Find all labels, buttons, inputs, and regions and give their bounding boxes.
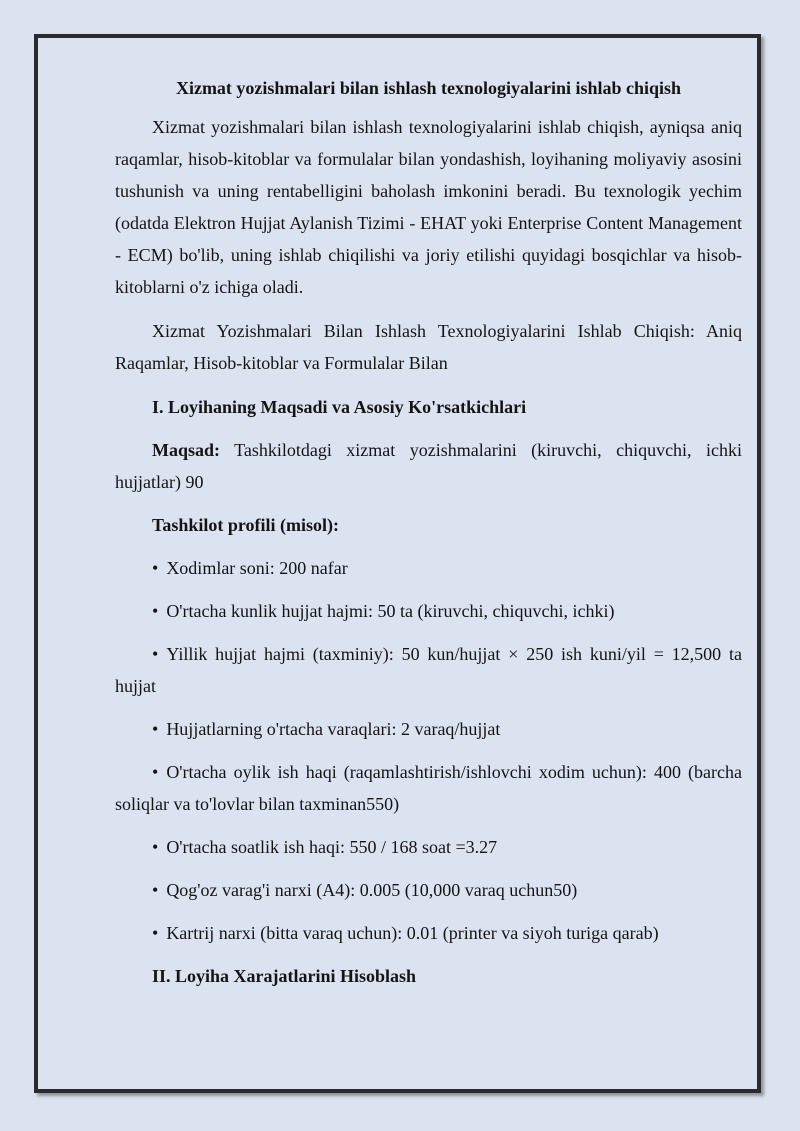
goal-text: Tashkilotdagi xizmat yozishmalarini (kiruvchi, chiquvchi, ichki hujjatlar) 90 bbox=[115, 440, 742, 492]
profile-heading: Tashkilot profili (misol): bbox=[152, 515, 340, 535]
section-1-heading: I. Loyihaning Maqsadi va Asosiy Ko'rsatkichlari bbox=[152, 397, 527, 417]
list-item-text: Hujjatlarning o'rtacha varaqlari: 2 varaq/hujjat bbox=[166, 719, 501, 739]
list-item-text: Yillik hujjat hajmi (taxminiy): 50 kun/hujjat × 250 ish kuni/yil = 12,500 ta hujjat bbox=[115, 644, 742, 696]
list-item-text: Xodimlar soni: 200 nafar bbox=[166, 558, 348, 578]
list-item-text: Qog'oz varag'i narxi (A4): 0.005 (10,000 varaq uchun50) bbox=[166, 880, 578, 900]
bullet-icon: • bbox=[152, 762, 159, 782]
bullet-icon: • bbox=[152, 644, 159, 664]
list-item bbox=[115, 917, 742, 949]
list-item bbox=[115, 713, 742, 745]
list-item bbox=[115, 595, 742, 627]
bullet-icon: • bbox=[152, 601, 159, 621]
bullet-icon: • bbox=[152, 719, 159, 739]
bullet-icon: • bbox=[152, 837, 159, 857]
bullet-icon: • bbox=[152, 880, 159, 900]
intro-paragraph: Xizmat yozishmalari bilan ishlash texnologiyalarini ishlab chiqish, ayniqsa aniq raqamlar, hisob-kitoblar va formulalar bilan yondashish, loyihaning moliyaviy asosini tushunish va uning rentabelligini baholash imkonini beradi. Bu texnologik yechim (odatda Elektron Hujjat Aylanish Tizimi - EHAT yoki Enterprise Content Management - ECM) bo'lib, uning ishlab chiqilishi va joriy etilishi quyidagi bosqichlar va hisob-kitoblarni o'z ichiga oladi. bbox=[115, 117, 742, 297]
list-item-text: Kartrij narxi (bitta varaq uchun): 0.01 (printer va siyoh turiga qarab) bbox=[166, 923, 659, 943]
list-item-text: O'rtacha soatlik ish haqi: 550 / 168 soat =3.27 bbox=[166, 837, 498, 857]
list-item bbox=[115, 831, 742, 863]
list-item bbox=[115, 552, 742, 584]
list-item bbox=[115, 638, 742, 702]
list-item bbox=[115, 756, 742, 820]
subtitle-paragraph: Xizmat Yozishmalari Bilan Ishlash Texnologiyalarini Ishlab Chiqish: Aniq Raqamlar, Hisob-kitoblar va Formulalar Bilan bbox=[115, 321, 742, 373]
profile-list bbox=[115, 552, 742, 949]
list-item bbox=[115, 874, 742, 906]
list-item-text: O'rtacha kunlik hujjat hajmi: 50 ta (kiruvchi, chiquvchi, ichki) bbox=[166, 601, 615, 621]
bullet-icon: • bbox=[152, 558, 159, 578]
goal-label: Maqsad: bbox=[152, 440, 221, 460]
goal-paragraph bbox=[115, 434, 742, 498]
bullet-icon: • bbox=[152, 923, 159, 943]
list-item-text: O'rtacha oylik ish haqi (raqamlashtirish/ishlovchi xodim uchun): 400 (barcha soliqlar va to'lovlar bilan taxminan550) bbox=[115, 762, 742, 814]
document-body bbox=[115, 72, 742, 1003]
section-2-heading: II. Loyiha Xarajatlarini Hisoblash bbox=[152, 966, 417, 986]
document-title: Xizmat yozishmalari bilan ishlash texnologiyalarini ishlab chiqish bbox=[175, 78, 682, 98]
